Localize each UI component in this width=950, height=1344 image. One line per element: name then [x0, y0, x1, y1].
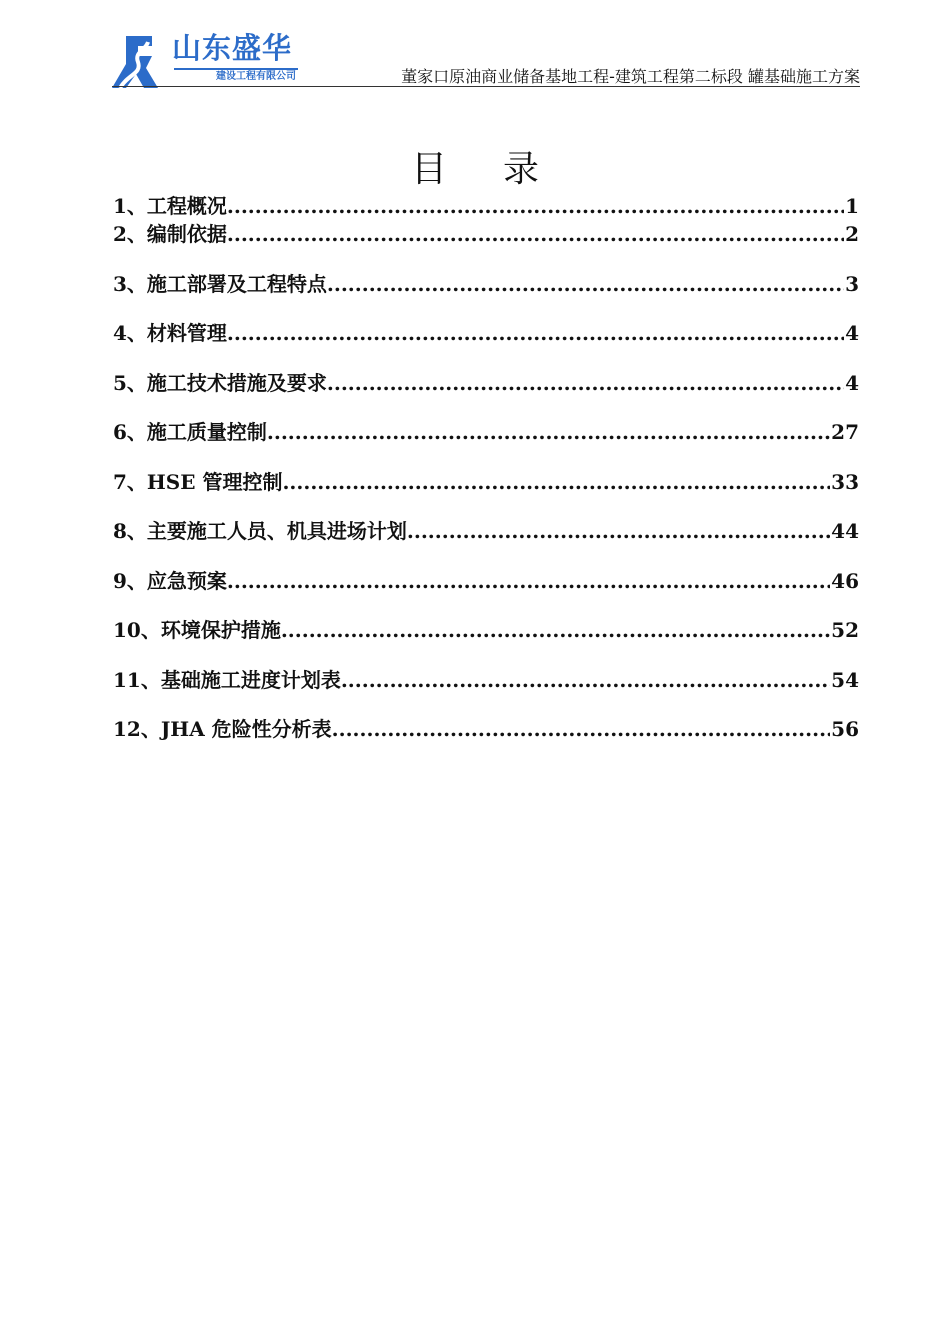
toc-item-page: 54: [831, 668, 859, 692]
toc-item-page: 1: [845, 194, 859, 218]
toc-leader-dots: [227, 566, 830, 596]
toc-item-page: 4: [845, 371, 859, 395]
toc-item-label: 10、环境保护措施: [113, 618, 281, 642]
toc-item-2[interactable]: [113, 219, 859, 249]
toc-item-3[interactable]: [113, 269, 859, 299]
toc-item-page: 44: [831, 519, 859, 543]
toc-item-10[interactable]: [113, 615, 859, 645]
toc-item-page: 27: [831, 420, 859, 444]
header-divider: [112, 86, 860, 87]
toc-item-label: 11、基础施工进度计划表: [113, 668, 341, 692]
toc-item-label: 12、JHA 危险性分析表: [113, 717, 332, 741]
toc-leader-dots: [282, 467, 830, 497]
toc-item-label: 6、施工质量控制: [113, 420, 267, 444]
toc-item-label: 8、主要施工人员、机具进场计划: [113, 519, 407, 543]
toc-leader-dots: [267, 417, 830, 447]
toc-leader-dots: [327, 368, 844, 398]
toc-item-5[interactable]: [113, 368, 859, 398]
toc-item-label: 9、应急预案: [113, 569, 227, 593]
company-name: 山东盛华: [172, 31, 293, 65]
toc-leader-dots: [281, 615, 830, 645]
toc-leader-dots: [227, 318, 844, 348]
company-subtitle: 建设工程有限公司: [216, 71, 296, 82]
toc-item-page: 3: [845, 272, 859, 296]
toc-item-label: 2、编制依据: [113, 222, 227, 246]
toc-item-label: 1、工程概况: [113, 194, 227, 218]
toc-item-page: 4: [845, 321, 859, 345]
toc-item-1[interactable]: [113, 191, 859, 221]
toc-item-page: 56: [831, 717, 859, 741]
toc-item-8[interactable]: [113, 516, 859, 546]
toc-item-12[interactable]: [113, 714, 859, 744]
page-header: [112, 30, 860, 88]
toc-item-label: 4、材料管理: [113, 321, 227, 345]
toc-leader-dots: [327, 269, 844, 299]
document-title: 董家口原油商业储备基地工程-建筑工程第二标段 罐基础施工方案: [401, 67, 860, 86]
toc-leader-dots: [341, 665, 830, 695]
toc-item-4[interactable]: [113, 318, 859, 348]
toc-title: 目录: [410, 149, 595, 190]
toc-item-label: 3、施工部署及工程特点: [113, 272, 327, 296]
toc-item-page: 52: [831, 618, 859, 642]
toc-leader-dots: [407, 516, 830, 546]
toc-item-label: 5、施工技术措施及要求: [113, 371, 327, 395]
company-logo-icon: [112, 34, 166, 88]
toc-item-page: 46: [831, 569, 859, 593]
toc-leader-dots: [227, 219, 844, 249]
toc-item-page: 33: [831, 470, 859, 494]
toc-leader-dots: [227, 191, 844, 221]
logo-divider: [174, 68, 298, 70]
toc-item-11[interactable]: [113, 665, 859, 695]
toc-item-page: 2: [845, 222, 859, 246]
toc-item-9[interactable]: [113, 566, 859, 596]
toc-item-7[interactable]: [113, 467, 859, 497]
toc-item-6[interactable]: [113, 417, 859, 447]
toc-item-label: 7、HSE 管理控制: [113, 470, 283, 494]
toc-leader-dots: [332, 714, 830, 744]
